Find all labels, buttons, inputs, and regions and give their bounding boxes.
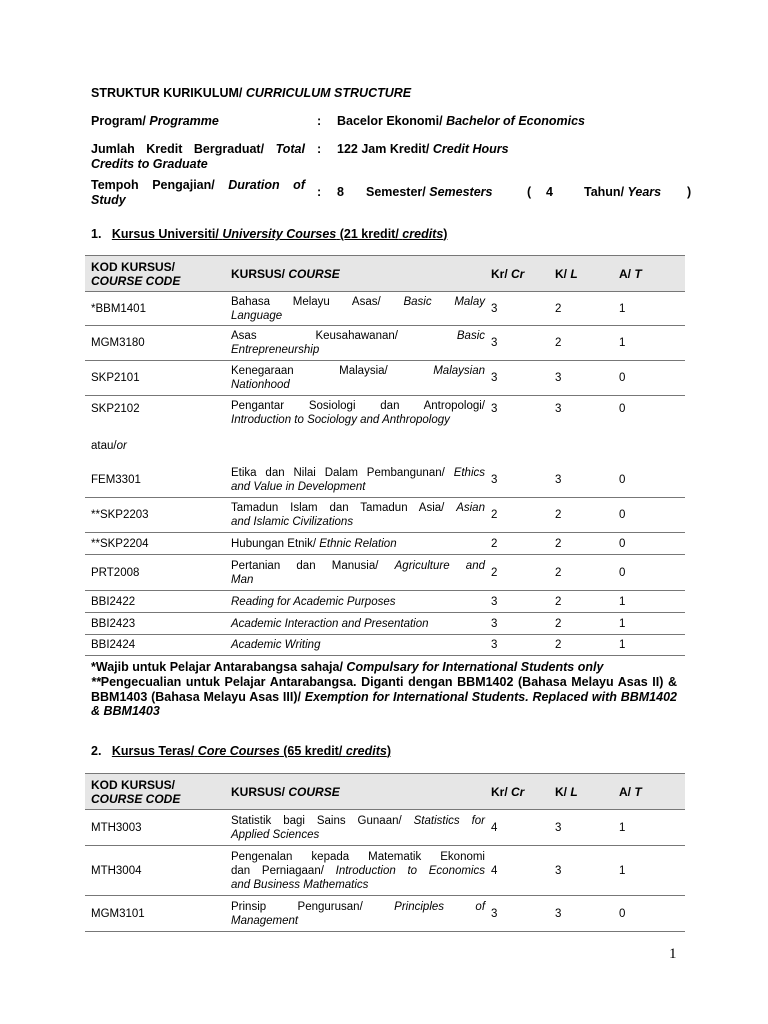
row-code: *BBM1401 [85, 292, 225, 326]
row-a: 1 [613, 292, 685, 326]
row-kr: 3 [485, 635, 549, 656]
row-a: 1 [613, 591, 685, 613]
program-label: Program/ Programme [91, 114, 219, 128]
row-code: MTH3003 [85, 810, 225, 846]
table-row [85, 292, 685, 326]
duration-semester: Semester/ Semesters [366, 185, 493, 199]
row-k: 2 [549, 635, 613, 656]
row-code: SKP2101 [85, 361, 225, 396]
row-k: 3 [549, 464, 613, 498]
row-k: 2 [549, 326, 613, 361]
row-a: 0 [619, 403, 626, 415]
row-a: 1 [613, 810, 685, 846]
row-kr: 3 [485, 613, 549, 635]
row-a: 0 [613, 896, 685, 932]
header-kl: K/ L [549, 256, 613, 292]
row-kr: 3 [485, 292, 549, 326]
table-row [85, 464, 685, 498]
header-at: A/ T [613, 774, 685, 810]
row-code: MTH3004 [85, 846, 225, 896]
row-course: Statistik bagi Sains Gunaan/ Statistics for Applied Sciences [225, 810, 485, 846]
program-value: Bacelor Ekonomi/ Bachelor of Economics [337, 114, 586, 128]
row-a: 0 [613, 533, 685, 555]
row-kr: 3 [485, 591, 549, 613]
credits-sep: : [317, 142, 322, 156]
row-course: Prinsip Pengurusan/ Principles of Management [225, 896, 485, 932]
row-code: PRT2008 [85, 555, 225, 591]
section1-heading: 1. Kursus Universiti/ University Courses (21 kredit/ credits) [91, 227, 448, 241]
page-title: STRUKTUR KURIKULUM/ CURRICULUM STRUCTURE [91, 86, 412, 100]
row-course: Kenegaraan Malaysia/ Malaysian Nationhood [225, 361, 485, 396]
row-kr: 2 [485, 533, 549, 555]
row-k: 3 [549, 361, 613, 396]
row-course: Pertanian dan Manusia/ Agriculture and Man [225, 555, 485, 591]
row-k: 2 [549, 533, 613, 555]
row-k: 2 [549, 591, 613, 613]
row-code: MGM3101 [85, 896, 225, 932]
row-a: 1 [613, 846, 685, 896]
row-k: 3 [549, 846, 613, 896]
header-cr: Kr/ Cr [485, 774, 549, 810]
row-a: 1 [613, 635, 685, 656]
row-a: 0 [613, 498, 685, 533]
table-row [85, 635, 685, 656]
header-kl: K/ L [549, 774, 613, 810]
table-header-row [85, 774, 685, 810]
row-k: 2 [549, 498, 613, 533]
table-row [85, 396, 685, 428]
row-code: BBI2424 [85, 635, 225, 656]
header-at: A/ T [613, 256, 685, 292]
header-code: KOD KURSUS/ COURSE CODE [85, 774, 225, 810]
table-row [85, 591, 685, 613]
table-row [85, 846, 685, 896]
table-row [85, 613, 685, 635]
row-course: Academic Interaction and Presentation [225, 613, 485, 635]
row-a: 1 [613, 613, 685, 635]
table-row [85, 810, 685, 846]
row-k: 3 [549, 896, 613, 932]
row-k: 3 [555, 403, 562, 415]
header-code: KOD KURSUS/ COURSE CODE [85, 256, 225, 292]
row-course: Bahasa Melayu Asas/ Basic Malay Language [225, 292, 485, 326]
row-k: 3 [549, 810, 613, 846]
row-course: Reading for Academic Purposes [225, 591, 485, 613]
header-course: KURSUS/ COURSE [225, 774, 485, 810]
table-row [85, 555, 685, 591]
row-kr: 2 [485, 555, 549, 591]
row-course: Asas Keusahawanan/ Basic Entrepreneurship [225, 326, 485, 361]
row-course: Pengantar Sosiologi dan Antropologi/ Introduction to Sociology and Anthropology [231, 400, 485, 426]
row-a: 0 [613, 555, 685, 591]
row-kr: 3 [485, 896, 549, 932]
row-kr: 4 [485, 846, 549, 896]
core-courses-table [85, 773, 685, 932]
row-a: 0 [613, 361, 685, 396]
row-course: Academic Writing [225, 635, 485, 656]
row-a: 0 [613, 464, 685, 498]
header-cr: Kr/ Cr [485, 256, 549, 292]
row-course: Etika dan Nilai Dalam Pembangunan/ Ethics and Value in Development [225, 464, 485, 498]
row-k: 2 [549, 292, 613, 326]
atau-label: atau/or [91, 439, 127, 452]
duration-paren-close: ) [687, 185, 692, 199]
row-code: **SKP2204 [85, 533, 225, 555]
table-row [85, 498, 685, 533]
note-exemption: **Pengecualian untuk Pelajar Antarabangsa. Diganti dengan BBM1402 (Bahasa Melayu Asas II) & BBM1403 (Bahasa Melayu Asas III)/ Exemption for International Students. Replaced with BBM1402 & BBM1403 [91, 675, 677, 718]
table-row [85, 533, 685, 555]
header-course: KURSUS/ COURSE [225, 256, 485, 292]
university-courses-table [85, 255, 685, 656]
table-row [85, 361, 685, 396]
credits-value: 122 Jam Kredit/ Credit Hours [337, 142, 509, 156]
table-row [85, 326, 685, 361]
row-kr: 3 [491, 403, 498, 415]
note-international-compulsory: *Wajib untuk Pelajar Antarabangsa sahaja/ Compulsary for International Students only [91, 660, 604, 674]
row-course: Tamadun Islam dan Tamadun Asia/ Asian and Islamic Civilizations [225, 498, 485, 533]
row-a: 1 [613, 326, 685, 361]
row-code: MGM3180 [85, 326, 225, 361]
duration-sep: : [317, 185, 322, 199]
row-code: BBI2422 [85, 591, 225, 613]
section2-heading: 2. Kursus Teras/ Core Courses (65 kredit/ credits) [91, 744, 391, 758]
duration-years: Tahun/ Years [584, 185, 662, 199]
table-header-row [85, 256, 685, 292]
credits-label: Jumlah Kredit Bergraduat/ Total Credits to Graduate [91, 142, 305, 171]
duration-years-num: 4 [546, 185, 553, 199]
atau-row [85, 428, 685, 464]
row-code: FEM3301 [85, 464, 225, 498]
duration-paren-open: ( [527, 185, 532, 199]
row-code: SKP2102 [91, 403, 140, 415]
row-kr: 2 [485, 498, 549, 533]
row-code: **SKP2203 [85, 498, 225, 533]
program-sep: : [317, 114, 322, 128]
duration-value-num: 8 [337, 185, 344, 199]
row-code: BBI2423 [85, 613, 225, 635]
row-course: Hubungan Etnik/ Ethnic Relation [225, 533, 485, 555]
row-k: 2 [549, 555, 613, 591]
table-row [85, 896, 685, 932]
row-kr: 3 [485, 361, 549, 396]
duration-label: Tempoh Pengajian/ Duration of Study [91, 178, 305, 207]
row-kr: 3 [485, 464, 549, 498]
row-kr: 4 [485, 810, 549, 846]
row-course: Pengenalan kepada Matematik Ekonomi dan Perniagaan/ Introduction to Economics and Business Mathematics [225, 846, 485, 896]
page-number: 1 [669, 946, 677, 962]
row-k: 2 [549, 613, 613, 635]
row-kr: 3 [485, 326, 549, 361]
